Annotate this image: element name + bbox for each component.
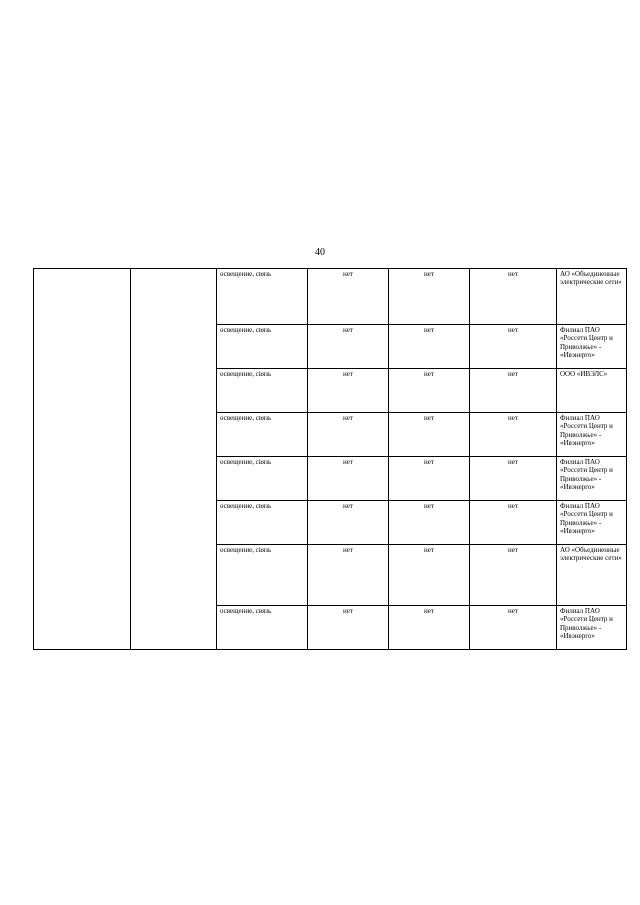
- cell-purpose: освещение, связь: [217, 457, 308, 501]
- cell-col-b: нет: [389, 413, 470, 457]
- cell-owner: Филиал ПАО «Россети Центр и Приволжье» - «Ивэнерго»: [557, 606, 627, 650]
- cell-col-c: нет: [470, 545, 557, 606]
- cell-col-c: нет: [470, 501, 557, 545]
- cell-owner: Филиал ПАО «Россети Центр и Приволжье» - «Ивэнерго»: [557, 413, 627, 457]
- cell-purpose: освещение, связь: [217, 545, 308, 606]
- cell-col-a: нет: [308, 457, 389, 501]
- cell-owner: АО «Объединенные электрические сети»: [557, 545, 627, 606]
- cell-purpose: освещение, связь: [217, 269, 308, 325]
- table-row: [34, 269, 627, 325]
- cell-col-a: нет: [308, 545, 389, 606]
- cell-col-b: нет: [389, 501, 470, 545]
- page-number: 40: [315, 247, 325, 258]
- cell-purpose: освещение, связь: [217, 501, 308, 545]
- cell-col-b: нет: [389, 369, 470, 413]
- cell-owner: Филиал ПАО «Россети Центр и Приволжье» - «Ивэнерго»: [557, 457, 627, 501]
- cell-owner: ООО «ИВЭЛС»: [557, 369, 627, 413]
- cell-purpose: освещение, связь: [217, 606, 308, 650]
- cell-col-b: нет: [389, 457, 470, 501]
- cell-col-c: нет: [470, 369, 557, 413]
- cell-owner: Филиал ПАО «Россети Центр и Приволжье» - «Ивэнерго»: [557, 501, 627, 545]
- cell-purpose: освещение, связь: [217, 325, 308, 369]
- data-table: [33, 268, 627, 650]
- cell-col-b: нет: [389, 269, 470, 325]
- cell-col-a: нет: [308, 269, 389, 325]
- cell-owner: АО «Объединенные электрические сети»: [557, 269, 627, 325]
- cell-col-c: нет: [470, 413, 557, 457]
- cell-col-c: нет: [470, 606, 557, 650]
- merged-cell-name: [34, 269, 131, 650]
- cell-col-b: нет: [389, 325, 470, 369]
- cell-col-b: нет: [389, 545, 470, 606]
- cell-owner: Филиал ПАО «Россети Центр и Приволжье» - «Ивэнерго»: [557, 325, 627, 369]
- merged-cell-location: [131, 269, 217, 650]
- cell-col-c: нет: [470, 269, 557, 325]
- cell-col-c: нет: [470, 325, 557, 369]
- cell-col-b: нет: [389, 606, 470, 650]
- cell-col-a: нет: [308, 369, 389, 413]
- cell-col-a: нет: [308, 413, 389, 457]
- cell-purpose: освещение, связь: [217, 413, 308, 457]
- cell-col-a: нет: [308, 325, 389, 369]
- cell-col-a: нет: [308, 501, 389, 545]
- cell-purpose: освещение, связь: [217, 369, 308, 413]
- cell-col-a: нет: [308, 606, 389, 650]
- cell-col-c: нет: [470, 457, 557, 501]
